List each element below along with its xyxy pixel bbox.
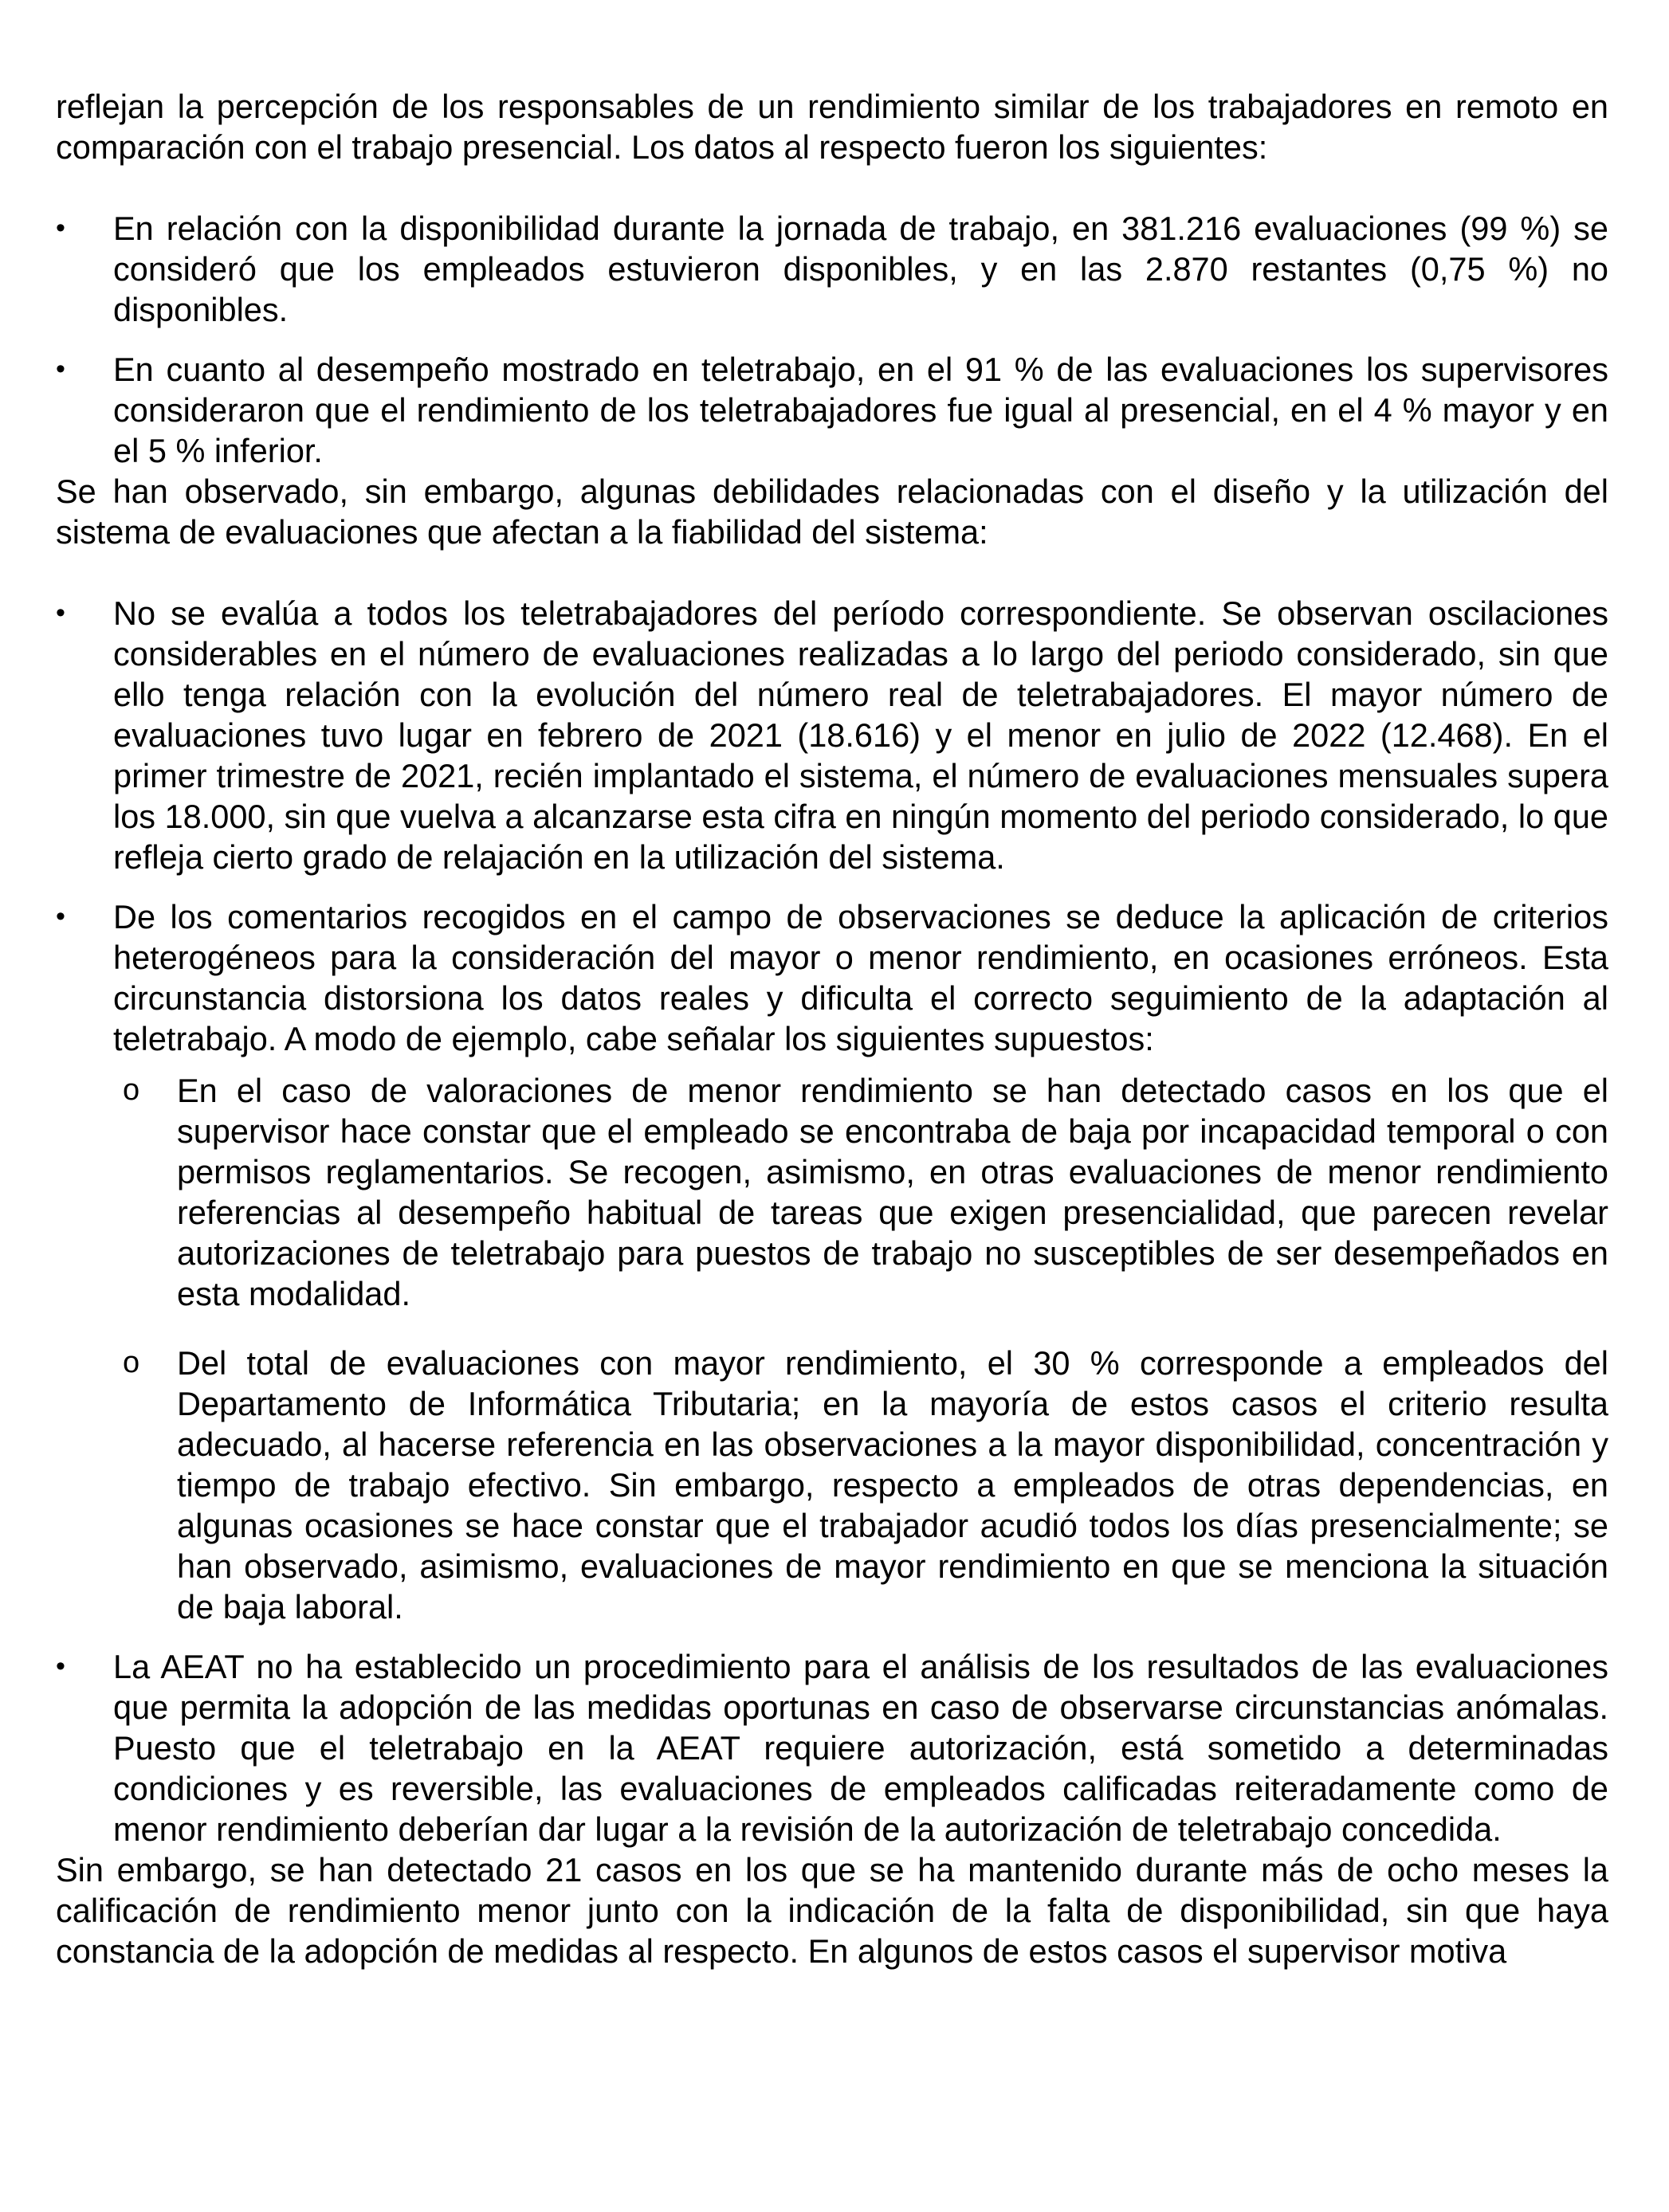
bullet-icon: • (56, 901, 65, 931)
sub-list-item-text: En el caso de valoraciones de menor rendimiento se han detectado casos en los que el supervisor hace constar que el empleado se encontraba de baja por incapacidad temporal o con permisos reglamentarios. Se recogen, asimismo, en otras evaluaciones de menor rendimiento referencias al desempeño habitual de tareas que exigen presencialidad, que parecen revelar autorizaciones de teletrabajo para puestos de trabajo no susceptibles de ser desempeñados en esta modalidad. (177, 1072, 1608, 1312)
list-item (56, 896, 1608, 1627)
bullet-icon: • (56, 1651, 65, 1681)
sub-list-item-text: Del total de evaluaciones con mayor rendimiento, el 30 % corresponde a empleados del Departamento de Informática Tributaria; en la mayoría de estos casos el criterio resulta adecuado, al hacerse referencia en las observaciones a la mayor disponibilidad, concentración y tiempo de trabajo efectivo. Sin embargo, respecto a empleados de otras dependencias, en algunas ocasiones se hace constar que el trabajador acudió todos los días presencialmente; se han observado, asimismo, evaluaciones de mayor rendimiento en que se menciona la situación de baja laboral. (177, 1344, 1608, 1626)
closing-paragraph: Sin embargo, se han detectado 21 casos en los que se ha mantenido durante más de ocho meses la calificación de rendimiento menor junto con la indicación de la falta de disponibilidad, sin que haya constancia de la adopción de medidas al respecto. En algunos de estos casos el supervisor motiva (56, 1851, 1608, 1970)
bullet-icon: • (56, 213, 65, 243)
list-item (56, 208, 1608, 330)
list-item-text: No se evalúa a todos los teletrabajadores del período correspondiente. Se observan oscilaciones considerables en el número de evaluaciones realizadas a lo largo del periodo considerado, sin que ello tenga relación con la evolución del número real de teletrabajadores. El mayor número de evaluaciones tuvo lugar en febrero de 2021 (18.616) y el menor en julio de 2022 (12.468). En el primer trimestre de 2021, recién implantado el sistema, el número de evaluaciones mensuales supera los 18.000, sin que vuelva a alcanzarse esta cifra en ningún momento del periodo considerado, lo que refleja cierto grado de relajación en la utilización del sistema. (113, 594, 1608, 876)
circle-bullet-icon: o (123, 1073, 140, 1107)
availability-list (56, 208, 1608, 471)
list-item (56, 593, 1608, 877)
intro-paragraph: reflejan la percepción de los responsables de un rendimiento similar de los trabajadores en remoto en comparación con el trabajo presencial. Los datos al respecto fueron los siguientes: (56, 88, 1608, 166)
document-page (56, 86, 1608, 1971)
circle-bullet-icon: o (123, 1346, 140, 1379)
examples-sublist (113, 1070, 1608, 1627)
sub-list-item (113, 1343, 1608, 1627)
list-item-text: En relación con la disponibilidad durante la jornada de trabajo, en 381.216 evaluaciones (99 %) se consideró que los empleados estuvieron disponibles, y en las 2.870 restantes (0,75 %) no disponibles. (113, 210, 1608, 328)
sub-list-item (113, 1070, 1608, 1314)
list-item (56, 1646, 1608, 1849)
list-item (56, 349, 1608, 471)
weaknesses-paragraph: Se han observado, sin embargo, algunas debilidades relacionadas con el diseño y la utilización del sistema de evaluaciones que afectan a la fiabilidad del sistema: (56, 473, 1608, 551)
list-item-text: De los comentarios recogidos en el campo de observaciones se deduce la aplicación de criterios heterogéneos para la consideración del mayor o menor rendimiento, en ocasiones erróneos. Esta circunstancia distorsiona los datos reales y dificulta el correcto seguimiento de la adaptación al teletrabajo. A modo de ejemplo, cabe señalar los siguientes supuestos: (113, 898, 1608, 1057)
list-item-text: La AEAT no ha establecido un procedimiento para el análisis de los resultados de las evaluaciones que permita la adopción de las medidas oportunas en caso de observarse circunstancias anómalas. Puesto que el teletrabajo en la AEAT requiere autorización, está sometido a determinadas condiciones y es reversible, las evaluaciones de empleados calificadas reiteradamente como de menor rendimiento deberían dar lugar a la revisión de la autorización de teletrabajo concedida. (113, 1648, 1608, 1848)
weaknesses-list (56, 593, 1608, 1849)
bullet-icon: • (56, 354, 65, 384)
bullet-icon: • (56, 598, 65, 628)
list-item-text: En cuanto al desempeño mostrado en teletrabajo, en el 91 % de las evaluaciones los supervisores consideraron que el rendimiento de los teletrabajadores fue igual al presencial, en el 4 % mayor y en el 5 % inferior. (113, 351, 1608, 469)
